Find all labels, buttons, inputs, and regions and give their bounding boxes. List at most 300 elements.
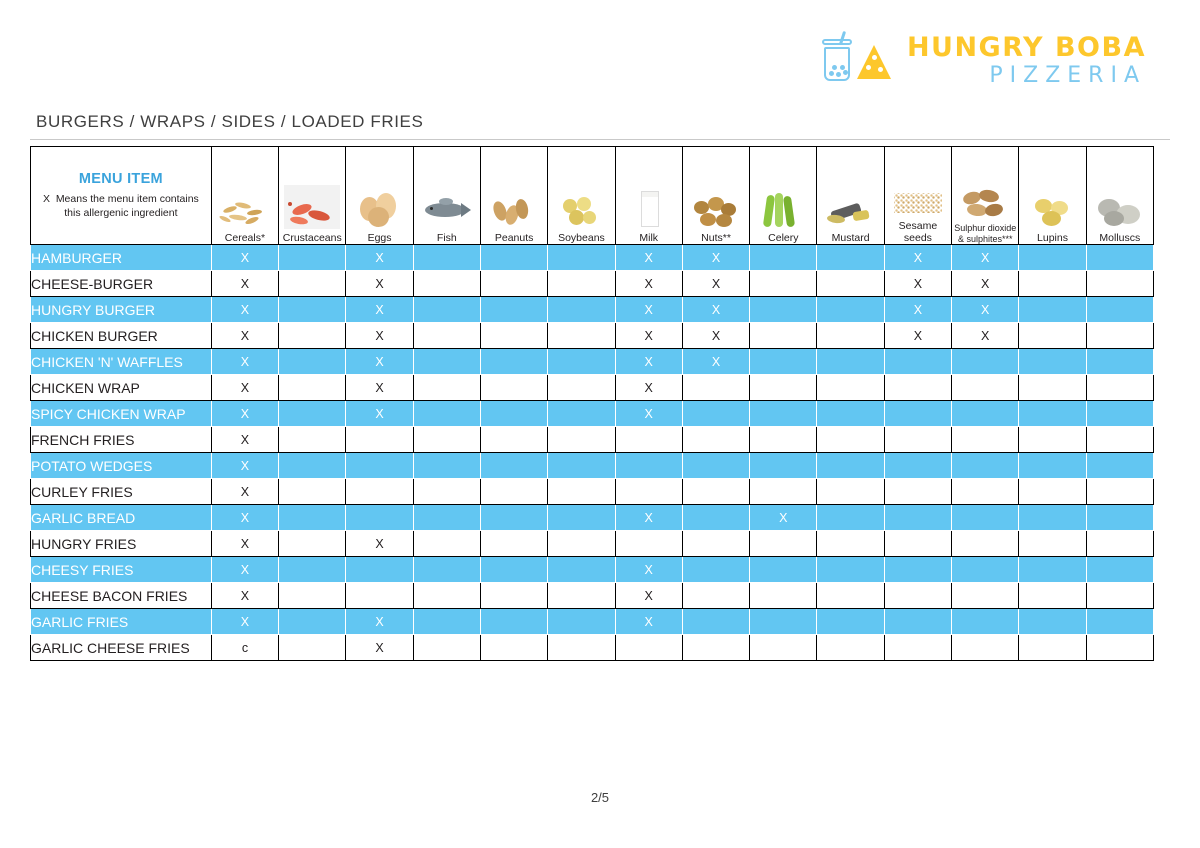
cell-eggs (346, 583, 413, 609)
cell-sesame (884, 453, 951, 479)
menu-item-name: CHEESY FRIES (31, 557, 212, 583)
cell-peanuts (480, 557, 547, 583)
allergen-label: Soybeans (558, 231, 605, 244)
cell-cereals: X (211, 583, 278, 609)
x-legend: X (42, 193, 50, 206)
cell-crustaceans (279, 375, 346, 401)
milk-icon (621, 185, 677, 229)
cell-mustard (817, 245, 884, 271)
cell-molluscs (1086, 531, 1153, 557)
cell-soybeans (548, 635, 615, 661)
table-row (31, 635, 1154, 661)
cereals-icon (217, 185, 273, 229)
cell-eggs (346, 479, 413, 505)
cell-peanuts (480, 401, 547, 427)
cell-soybeans (548, 583, 615, 609)
cell-mustard (817, 271, 884, 297)
cell-celery (750, 583, 817, 609)
cell-cereals: c (211, 635, 278, 661)
cell-milk (615, 635, 682, 661)
cell-fish (413, 349, 480, 375)
cell-cereals: X (211, 505, 278, 531)
cell-sesame (884, 479, 951, 505)
cell-sulphur (952, 635, 1019, 661)
cell-sesame: X (884, 297, 951, 323)
cell-soybeans (548, 297, 615, 323)
cell-fish (413, 245, 480, 271)
menu-item-header-title: MENU ITEM (78, 171, 163, 188)
cell-molluscs (1086, 401, 1153, 427)
cell-soybeans (548, 531, 615, 557)
boba-cup-icon (822, 39, 852, 83)
allergen-header-peanuts (480, 147, 547, 245)
cell-fish (413, 609, 480, 635)
table-row (31, 401, 1154, 427)
cell-fish (413, 297, 480, 323)
page-number: 2/5 (590, 790, 610, 805)
cell-molluscs (1086, 323, 1153, 349)
allergen-header-milk (615, 147, 682, 245)
lupins-icon (1025, 185, 1081, 229)
cell-lupins (1019, 297, 1086, 323)
cell-mustard (817, 401, 884, 427)
cell-eggs: X (346, 349, 413, 375)
cell-milk: X (615, 375, 682, 401)
cell-fish (413, 583, 480, 609)
cell-peanuts (480, 635, 547, 661)
cell-peanuts (480, 479, 547, 505)
cell-lupins (1019, 375, 1086, 401)
menu-item-name: CHICKEN BURGER (31, 323, 212, 349)
cell-sesame (884, 427, 951, 453)
cell-eggs: X (346, 245, 413, 271)
cell-molluscs (1086, 271, 1153, 297)
cell-peanuts (480, 297, 547, 323)
page-title: BURGERS / WRAPS / SIDES / LOADED FRIES (36, 112, 424, 131)
table-row (31, 609, 1154, 635)
cell-molluscs (1086, 245, 1153, 271)
cell-milk: X (615, 271, 682, 297)
cell-cereals: X (211, 427, 278, 453)
cell-celery (750, 531, 817, 557)
cell-nuts (682, 505, 749, 531)
cell-celery (750, 453, 817, 479)
cell-celery: X (750, 505, 817, 531)
cell-milk (615, 479, 682, 505)
crustaceans-icon (284, 185, 340, 229)
cell-milk (615, 427, 682, 453)
cell-molluscs (1086, 557, 1153, 583)
cell-crustaceans (279, 635, 346, 661)
cell-cereals: X (211, 531, 278, 557)
cell-peanuts (480, 583, 547, 609)
cell-celery (750, 635, 817, 661)
cell-celery (750, 349, 817, 375)
cell-sulphur (952, 557, 1019, 583)
cell-mustard (817, 609, 884, 635)
cell-mustard (817, 505, 884, 531)
cell-crustaceans (279, 245, 346, 271)
allergen-header-sulphur-dioxide (952, 147, 1019, 245)
cell-eggs (346, 427, 413, 453)
cell-peanuts (480, 349, 547, 375)
cell-soybeans (548, 609, 615, 635)
allergen-label: Lupins (1037, 231, 1068, 244)
cell-milk: X (615, 609, 682, 635)
cell-eggs: X (346, 323, 413, 349)
cell-cereals: X (211, 323, 278, 349)
title-divider (30, 139, 1170, 140)
cell-lupins (1019, 635, 1086, 661)
cell-sulphur (952, 427, 1019, 453)
cell-nuts: X (682, 297, 749, 323)
cell-cereals: X (211, 479, 278, 505)
allergen-header-molluscs (1086, 147, 1153, 245)
table-row (31, 531, 1154, 557)
cell-eggs: X (346, 609, 413, 635)
cell-molluscs (1086, 453, 1153, 479)
cell-cereals: X (211, 557, 278, 583)
cell-molluscs (1086, 297, 1153, 323)
cell-eggs: X (346, 531, 413, 557)
allergen-label: Fish (436, 231, 457, 244)
cell-cereals: X (211, 375, 278, 401)
cell-eggs: X (346, 375, 413, 401)
allergen-label: Milk (639, 231, 659, 244)
cell-nuts: X (682, 245, 749, 271)
cell-sulphur (952, 531, 1019, 557)
cell-eggs (346, 505, 413, 531)
allergen-table (30, 146, 1154, 661)
cell-fish (413, 453, 480, 479)
cell-nuts: X (682, 323, 749, 349)
cell-celery (750, 375, 817, 401)
cell-soybeans (548, 401, 615, 427)
brand-name-line1: HUNGRY BOBA (906, 32, 1146, 63)
allergen-header-nuts (682, 147, 749, 245)
cell-peanuts (480, 505, 547, 531)
cell-soybeans (548, 557, 615, 583)
cell-molluscs (1086, 609, 1153, 635)
mustard-icon (823, 185, 879, 229)
soybeans-icon (553, 185, 609, 229)
cell-cereals: X (211, 349, 278, 375)
cell-eggs: X (346, 271, 413, 297)
cell-fish (413, 375, 480, 401)
cell-soybeans (548, 427, 615, 453)
cell-molluscs (1086, 479, 1153, 505)
cell-eggs: X (346, 297, 413, 323)
allergen-header-mustard (817, 147, 884, 245)
cell-crustaceans (279, 583, 346, 609)
cell-lupins (1019, 245, 1086, 271)
cell-milk: X (615, 401, 682, 427)
cell-cereals: X (211, 271, 278, 297)
allergen-header-cereals (211, 147, 278, 245)
cell-mustard (817, 297, 884, 323)
cell-nuts (682, 479, 749, 505)
cell-fish (413, 401, 480, 427)
table-row (31, 583, 1154, 609)
cell-soybeans (548, 323, 615, 349)
allergen-label: Sulphur dioxide & sulphites*** (954, 223, 1017, 244)
cell-mustard (817, 557, 884, 583)
cell-mustard (817, 427, 884, 453)
cell-celery (750, 271, 817, 297)
table-row (31, 453, 1154, 479)
menu-item-name: HUNGRY FRIES (31, 531, 212, 557)
cell-molluscs (1086, 427, 1153, 453)
cell-nuts (682, 375, 749, 401)
cell-milk: X (615, 349, 682, 375)
cell-crustaceans (279, 557, 346, 583)
cell-molluscs (1086, 583, 1153, 609)
table-row (31, 479, 1154, 505)
cell-sesame: X (884, 271, 951, 297)
menu-item-name: CHEESE BACON FRIES (31, 583, 212, 609)
cell-molluscs (1086, 505, 1153, 531)
cell-sesame (884, 583, 951, 609)
molluscs-icon (1092, 185, 1148, 229)
cell-fish (413, 323, 480, 349)
cell-sulphur (952, 375, 1019, 401)
cell-celery (750, 245, 817, 271)
cell-nuts (682, 557, 749, 583)
cell-sulphur (952, 401, 1019, 427)
logo-icon-group (822, 39, 893, 83)
menu-item-name: SPICY CHICKEN WRAP (31, 401, 212, 427)
eggs-icon (352, 185, 408, 229)
cell-milk: X (615, 245, 682, 271)
cell-milk: X (615, 297, 682, 323)
cell-mustard (817, 453, 884, 479)
table-row (31, 505, 1154, 531)
cell-milk: X (615, 505, 682, 531)
cell-mustard (817, 583, 884, 609)
cell-sulphur (952, 505, 1019, 531)
cell-peanuts (480, 271, 547, 297)
cell-peanuts (480, 427, 547, 453)
cell-fish (413, 505, 480, 531)
allergen-label: Nuts** (701, 231, 731, 244)
cell-eggs: X (346, 401, 413, 427)
cell-crustaceans (279, 505, 346, 531)
cell-lupins (1019, 271, 1086, 297)
cell-sesame (884, 635, 951, 661)
cell-celery (750, 401, 817, 427)
cell-crustaceans (279, 323, 346, 349)
peanuts-icon (486, 185, 542, 229)
cell-celery (750, 427, 817, 453)
cell-nuts (682, 453, 749, 479)
menu-item-name: CURLEY FRIES (31, 479, 212, 505)
table-row (31, 271, 1154, 297)
cell-soybeans (548, 479, 615, 505)
cell-fish (413, 479, 480, 505)
menu-item-name: GARLIC CHEESE FRIES (31, 635, 212, 661)
menu-item-name: GARLIC BREAD (31, 505, 212, 531)
cell-sesame (884, 349, 951, 375)
menu-item-header-note (41, 193, 201, 219)
cell-nuts: X (682, 271, 749, 297)
cell-lupins (1019, 427, 1086, 453)
allergen-label: Celery (768, 231, 799, 244)
cell-lupins (1019, 479, 1086, 505)
cell-milk (615, 531, 682, 557)
table-header-row (31, 147, 1154, 245)
cell-molluscs (1086, 349, 1153, 375)
menu-item-name: GARLIC FRIES (31, 609, 212, 635)
cell-mustard (817, 635, 884, 661)
cell-sesame (884, 531, 951, 557)
cell-milk: X (615, 323, 682, 349)
cell-peanuts (480, 531, 547, 557)
brand-name-line2: PIZZERIA (989, 63, 1146, 88)
allergen-label: Eggs (367, 231, 392, 244)
cell-peanuts (480, 453, 547, 479)
allergen-label: Mustard (831, 231, 870, 244)
cell-crustaceans (279, 479, 346, 505)
cell-molluscs (1086, 635, 1153, 661)
cell-lupins (1019, 505, 1086, 531)
cell-soybeans (548, 349, 615, 375)
cell-cereals: X (211, 401, 278, 427)
cell-mustard (817, 323, 884, 349)
cell-sulphur (952, 453, 1019, 479)
allergen-label: Crustaceans (282, 231, 342, 244)
pizza-slice-icon (855, 43, 893, 83)
cell-sesame: X (884, 323, 951, 349)
cell-sesame (884, 557, 951, 583)
cell-nuts (682, 427, 749, 453)
cell-milk (615, 453, 682, 479)
cell-crustaceans (279, 453, 346, 479)
cell-crustaceans (279, 349, 346, 375)
celery-icon (755, 185, 811, 229)
allergen-header-sesame-seeds (884, 147, 951, 245)
cell-nuts (682, 583, 749, 609)
menu-item-name: HUNGRY BURGER (31, 297, 212, 323)
allergen-label: Cereals* (224, 231, 266, 244)
cell-lupins (1019, 531, 1086, 557)
cell-nuts (682, 531, 749, 557)
cell-crustaceans (279, 427, 346, 453)
allergen-header-celery (750, 147, 817, 245)
cell-soybeans (548, 505, 615, 531)
cell-fish (413, 635, 480, 661)
cell-mustard (817, 479, 884, 505)
cell-celery (750, 297, 817, 323)
menu-item-name: CHICKEN 'N' WAFFLES (31, 349, 212, 375)
cell-sulphur: X (952, 271, 1019, 297)
cell-peanuts (480, 245, 547, 271)
cell-mustard (817, 375, 884, 401)
cell-cereals: X (211, 297, 278, 323)
allergen-header-crustaceans (279, 147, 346, 245)
cell-mustard (817, 349, 884, 375)
cell-sulphur: X (952, 323, 1019, 349)
cell-sulphur (952, 583, 1019, 609)
cell-sesame (884, 609, 951, 635)
menu-item-name: HAMBURGER (31, 245, 212, 271)
cell-nuts (682, 401, 749, 427)
cell-lupins (1019, 323, 1086, 349)
cell-sulphur: X (952, 297, 1019, 323)
cell-mustard (817, 531, 884, 557)
cell-sulphur (952, 479, 1019, 505)
cell-soybeans (548, 271, 615, 297)
table-row (31, 375, 1154, 401)
table-row (31, 557, 1154, 583)
cell-peanuts (480, 375, 547, 401)
cell-crustaceans (279, 271, 346, 297)
cell-eggs (346, 453, 413, 479)
cell-molluscs (1086, 375, 1153, 401)
cell-crustaceans (279, 531, 346, 557)
cell-lupins (1019, 609, 1086, 635)
sesame-seeds-icon (890, 173, 946, 217)
fish-icon (419, 185, 475, 229)
cell-peanuts (480, 323, 547, 349)
x-legend-text: Means the menu item contains this allergenic ingredient (55, 193, 199, 219)
allergen-header-lupins (1019, 147, 1086, 245)
cell-sesame (884, 401, 951, 427)
cell-lupins (1019, 557, 1086, 583)
cell-fish (413, 557, 480, 583)
cell-lupins (1019, 583, 1086, 609)
cell-nuts: X (682, 349, 749, 375)
table-row (31, 245, 1154, 271)
allergen-label: Sesame seeds (898, 219, 938, 244)
menu-item-header (31, 147, 212, 245)
brand-wordmark (907, 34, 1146, 87)
menu-item-name: CHICKEN WRAP (31, 375, 212, 401)
cell-eggs: X (346, 635, 413, 661)
cell-sesame: X (884, 245, 951, 271)
cell-soybeans (548, 245, 615, 271)
cell-milk: X (615, 557, 682, 583)
cell-cereals: X (211, 453, 278, 479)
cell-nuts (682, 609, 749, 635)
table-row (31, 297, 1154, 323)
cell-celery (750, 557, 817, 583)
brand-logo (822, 34, 1146, 87)
cell-crustaceans (279, 609, 346, 635)
menu-item-name: FRENCH FRIES (31, 427, 212, 453)
sulphur-dioxide-icon (957, 176, 1013, 220)
allergen-header-soybeans (548, 147, 615, 245)
cell-crustaceans (279, 297, 346, 323)
allergen-table-body (31, 245, 1154, 661)
cell-nuts (682, 635, 749, 661)
table-row (31, 427, 1154, 453)
cell-celery (750, 479, 817, 505)
cell-milk: X (615, 583, 682, 609)
cell-soybeans (548, 375, 615, 401)
allergen-label: Peanuts (494, 231, 534, 244)
cell-crustaceans (279, 401, 346, 427)
cell-sulphur (952, 609, 1019, 635)
cell-sesame (884, 375, 951, 401)
cell-fish (413, 271, 480, 297)
cell-sulphur: X (952, 245, 1019, 271)
cell-fish (413, 531, 480, 557)
cell-soybeans (548, 453, 615, 479)
allergen-header-fish (413, 147, 480, 245)
cell-lupins (1019, 453, 1086, 479)
table-row (31, 323, 1154, 349)
cell-celery (750, 609, 817, 635)
